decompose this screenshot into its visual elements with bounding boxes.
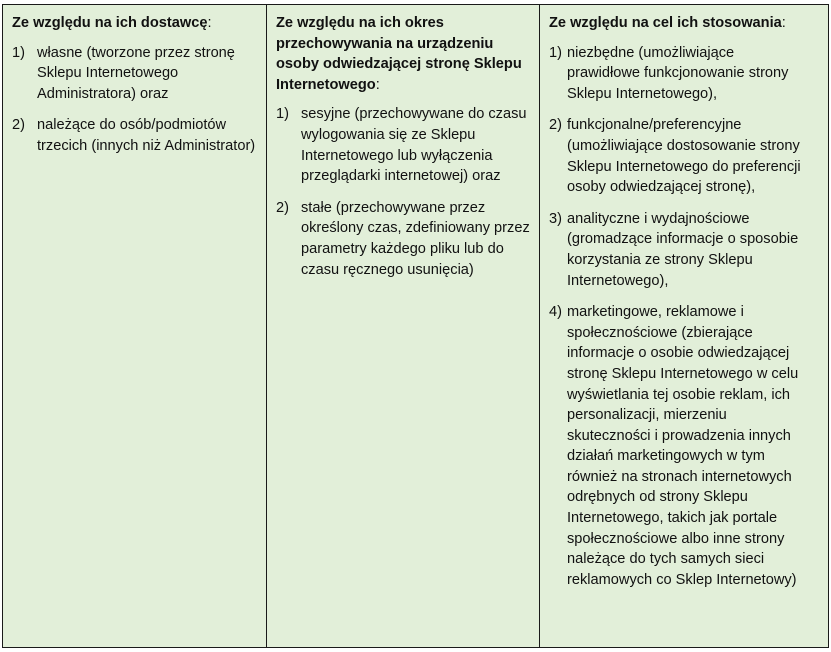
item-list <box>12 43 257 157</box>
column-heading: Ze względu na ich dostawcę: <box>12 15 212 31</box>
list-item: 2) należące do osób/podmiotów trzecich (innych niż Administrator) <box>12 117 256 154</box>
column-heading: Ze względu na ich okres przechowywania na urządzeniu osoby odwiedzającej stronę Sklepu Internetowego: <box>276 15 522 93</box>
list-item: 1) sesyjne (przechowywane do czasu wylogowania się ze Sklepu Internetowego lub wyłączenia przeglądarki internetowej) oraz <box>276 106 527 185</box>
item-list <box>549 43 819 591</box>
column-by-provider <box>3 5 267 648</box>
table-row <box>3 5 829 648</box>
item-list <box>276 104 530 280</box>
column-by-storage-period <box>267 5 540 648</box>
column-by-purpose <box>540 5 829 648</box>
list-item: 4) marketingowe, reklamowe i społecznościowe (zbierające informacje o osobie odwiedzającej stronę Sklepu Internetowego w celu wyświetlania tej osobie reklam, ich personalizacji, mierzeniu skuteczności i prowadzenia innych działań marketingowych w tym również na stronach internetowych odrębnych od strony Sklepu Internetowego, takich jak portale społecznościowe albo inne strony należące do tych samych sieci reklamowych co Sklep Internetowy) <box>549 304 799 588</box>
list-item: 3) analityczne i wydajnościowe (gromadzące informacje o sposobie korzystania ze strony Sklepu Internetowego), <box>549 210 799 289</box>
column-heading: Ze względu na cel ich stosowania: <box>549 15 786 31</box>
cookie-categories-table <box>2 4 829 648</box>
list-item: 1) niezbędne (umożliwiające prawidłowe funkcjonowanie strony Sklepu Internetowego), <box>549 44 789 102</box>
list-item: 1) własne (tworzone przez stronę Sklepu Internetowego Administratora) oraz <box>12 44 235 102</box>
list-item: 2) funkcjonalne/preferencyjne (umożliwiające dostosowanie strony Sklepu Internetowego do preferencji osoby odwiedzającej stronę), <box>549 117 801 196</box>
list-item: 2) stałe (przechowywane przez określony czas, zdefiniowany przez parametry każdego pliku lub do czasu ręcznego usunięcia) <box>276 199 530 278</box>
